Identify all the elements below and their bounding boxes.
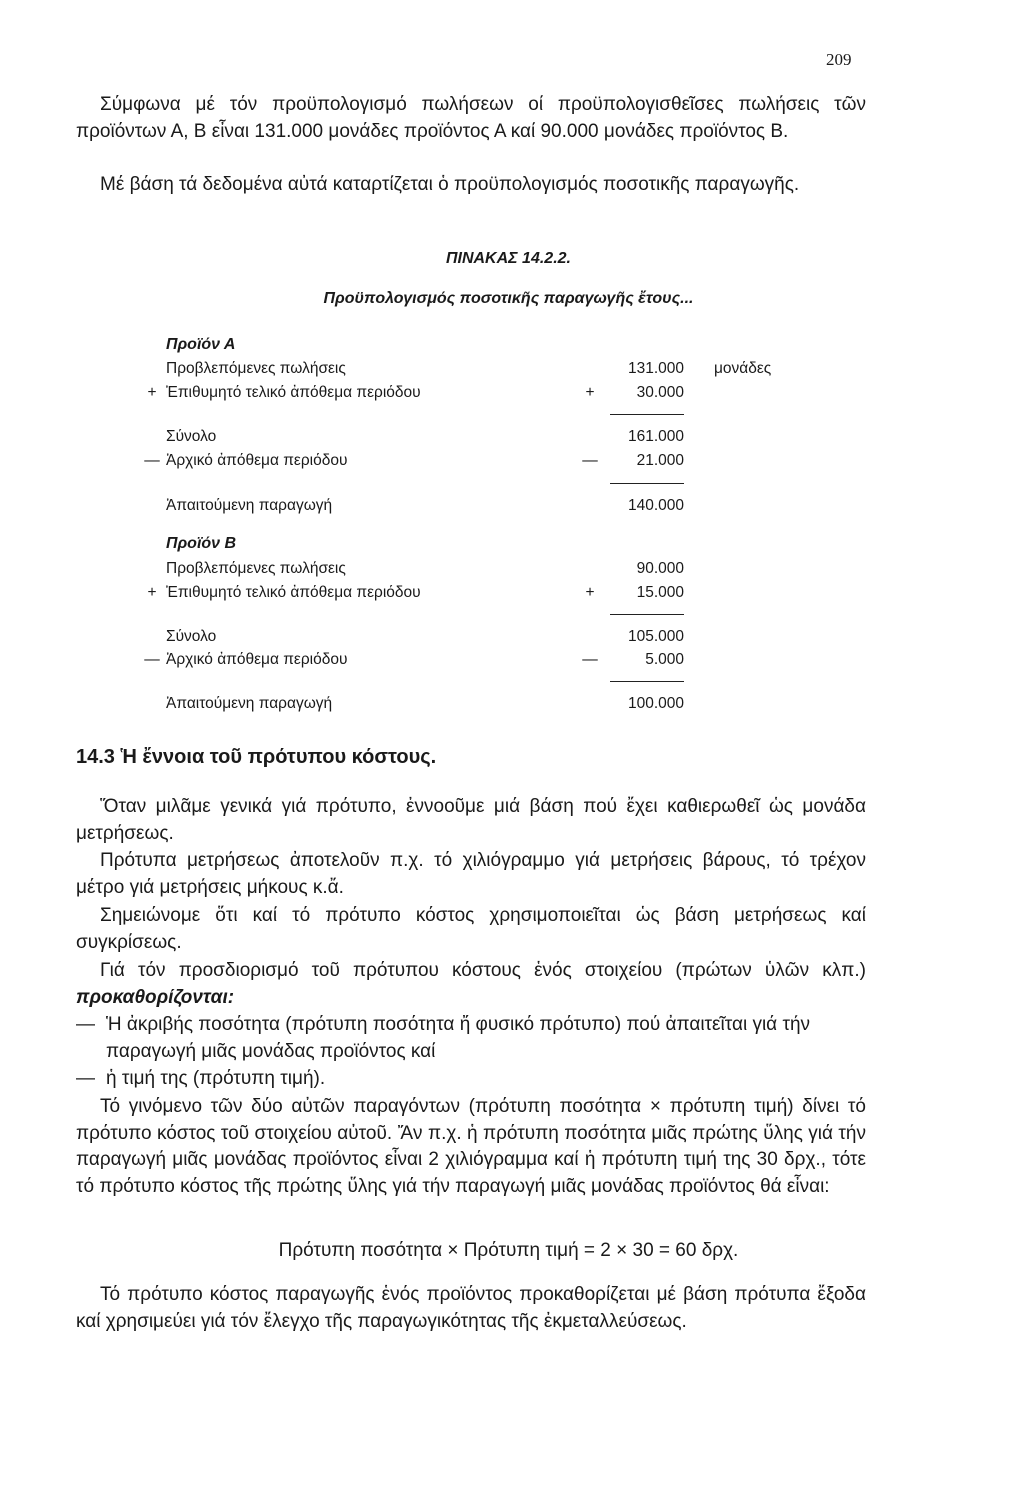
product-a-heading: Προϊόν Α bbox=[166, 336, 236, 353]
table-row bbox=[140, 384, 800, 406]
intro-paragraph-2 bbox=[76, 172, 866, 199]
table-row bbox=[140, 560, 800, 582]
row-sign: + bbox=[147, 584, 157, 601]
intro-paragraph-1-text: Σύμφωνα μέ τόν προϋπολογισμό πωλήσεων οί προϋπολογισθεῖσες πωλήσεις τῶν προϊόντων Α, Β εἶναι 131.000 μονάδες προϊόντος Α καί 90.000 μονάδες προϊόντος Β. bbox=[76, 94, 866, 142]
section-heading: 14.3 Ἡ ἔννοια τοῦ πρότυπου κόστους. bbox=[76, 746, 437, 768]
row-label: Σύνολο bbox=[166, 628, 217, 645]
formula: Πρότυπη ποσότητα × Πρότυπη τιμή = 2 × 30 = 60 δρχ. bbox=[278, 1240, 739, 1261]
dash-marker: — bbox=[76, 1068, 95, 1089]
row-sign: — bbox=[144, 452, 160, 469]
table-row bbox=[140, 497, 800, 519]
section-paragraph-3-text: Σημειώνομε ὅτι καί τό πρότυπο κόστος χρησιμοποιεῖται ὡς βάση μετρήσεως καί συγκρίσεως. bbox=[76, 905, 866, 953]
table-row bbox=[140, 452, 800, 474]
row-label: Ἀρχικό ἀπόθεμα περιόδου bbox=[166, 452, 348, 469]
section-paragraph-6 bbox=[76, 1282, 866, 1335]
row-label: Ἐπιθυμητό τελικό ἀπόθεμα περιόδου bbox=[166, 584, 421, 601]
page-number: 209 bbox=[826, 50, 852, 69]
table-row bbox=[140, 360, 800, 382]
section-paragraph-1 bbox=[76, 794, 866, 847]
intro-paragraph-2-text: Μέ βάση τά δεδομένα αὐτά καταρτίζεται ὁ προϋπολογισμός ποσοτικῆς παραγωγῆς. bbox=[100, 174, 800, 195]
table-row bbox=[140, 695, 800, 717]
product-b-heading: Προϊόν Β bbox=[166, 535, 237, 552]
row-label: Σύνολο bbox=[166, 428, 217, 445]
row-value: 30.000 bbox=[636, 384, 684, 401]
row-sign: + bbox=[147, 384, 157, 401]
row-label: Ἀπαιτούμενη παραγωγή bbox=[166, 695, 333, 712]
list-item-text: Ἡ ἀκριβής ποσότητα (πρότυπη ποσότητα ἤ φυσικό πρότυπο) πού ἀπαιτεῖται γιά τήν παραγωγή μιᾶς μονάδας προϊόντος καί bbox=[106, 1014, 811, 1062]
value-sign: + bbox=[585, 584, 595, 601]
table-title: Προϋπολογισμός ποσοτικῆς παραγωγῆς ἔτους... bbox=[323, 290, 694, 307]
row-value: 131.000 bbox=[627, 360, 684, 377]
section-paragraph-5-text: Τό γινόμενο τῶν δύο αὐτῶν παραγόντων (πρότυπη ποσότητα × πρότυπη τιμή) δίνει τό πρότυπο κόστος τοῦ στοιχείου αὐτοῦ. Ἄν π.χ. ἡ πρότυπη ποσότητα μιᾶς πρώτης ὕλης γιά τήν παραγωγή μιᾶς μονάδας προϊόντος εἶναι 2 χιλιόγραμμα καί ἡ πρότυπη τιμή της 30 δρχ., τότε τό πρότυπο κόστος τῆς πρώτης ὕλης γιά τήν παραγωγή μιᾶς μονάδας προϊόντος θά εἶναι: bbox=[76, 1096, 866, 1197]
row-label: Προβλεπόμενες πωλήσεις bbox=[166, 560, 346, 577]
section-paragraph-6-text: Τό πρότυπο κόστος παραγωγῆς ἑνός προϊόντος προκαθορίζεται μέ βάση πρότυπα ἔξοδα καί χρησιμεύει γιά τόν ἔλεγχο τῆς παραγωγικότητας τῆς ἐκμεταλλεύσεως. bbox=[76, 1284, 866, 1332]
row-value: 100.000 bbox=[627, 695, 684, 712]
row-sign: — bbox=[144, 651, 160, 668]
value-sign: — bbox=[582, 452, 598, 469]
row-value: 90.000 bbox=[636, 560, 684, 577]
row-label: Ἀπαιτούμενη παραγωγή bbox=[166, 497, 333, 514]
total-rule bbox=[610, 681, 684, 682]
row-value: 21.000 bbox=[636, 452, 684, 469]
section-paragraph-4 bbox=[76, 958, 866, 1011]
subtotal-rule bbox=[610, 414, 684, 415]
row-label: Ἐπιθυμητό τελικό ἀπόθεμα περιόδου bbox=[166, 384, 421, 401]
section-paragraph-2 bbox=[76, 848, 866, 901]
list-item-text: ἡ τιμή της (πρότυπη τιμή). bbox=[106, 1068, 326, 1089]
table-caption: ΠΙΝΑΚΑΣ 14.2.2. bbox=[446, 250, 571, 267]
value-sign: + bbox=[585, 384, 595, 401]
row-value: 140.000 bbox=[627, 497, 684, 514]
subtotal-rule bbox=[610, 614, 684, 615]
table-row bbox=[140, 428, 800, 450]
section-paragraph-1-text: Ὅταν μιλᾶμε γενικά γιά πρότυπο, ἐννοοῦμε μιά βάση πού ἔχει καθιερωθεῖ ὡς μονάδα μετρήσεως. bbox=[76, 796, 866, 844]
section-paragraph-2-text: Πρότυπα μετρήσεως ἀποτελοῦν π.χ. τό χιλιόγραμμο γιά μετρήσεις βάρους, τό τρέχον μέτρο γιά μετρήσεις μήκους κ.ἄ. bbox=[76, 850, 866, 898]
row-value: 161.000 bbox=[627, 428, 684, 445]
row-label: Ἀρχικό ἀπόθεμα περιόδου bbox=[166, 651, 348, 668]
table-row bbox=[140, 628, 800, 650]
row-value: 105.000 bbox=[627, 628, 684, 645]
value-sign: — bbox=[582, 651, 598, 668]
dash-marker: — bbox=[76, 1014, 95, 1035]
row-unit: μονάδες bbox=[714, 360, 772, 377]
table-row bbox=[140, 584, 800, 606]
row-value: 15.000 bbox=[636, 584, 684, 601]
row-label: Προβλεπόμενες πωλήσεις bbox=[166, 360, 346, 377]
section-paragraph-5 bbox=[76, 1094, 866, 1200]
table-row bbox=[140, 651, 800, 673]
total-rule bbox=[610, 483, 684, 484]
intro-paragraph-1 bbox=[76, 92, 866, 145]
section-paragraph-3 bbox=[76, 903, 866, 956]
emphasis-text: προκαθορίζονται: bbox=[76, 986, 235, 1008]
row-value: 5.000 bbox=[645, 651, 684, 668]
section-paragraph-4-text: Γιά τόν προσδιορισμό τοῦ πρότυπου κόστους ἑνός στοιχείου (πρώτων ὑλῶν κλπ.) bbox=[100, 960, 866, 981]
